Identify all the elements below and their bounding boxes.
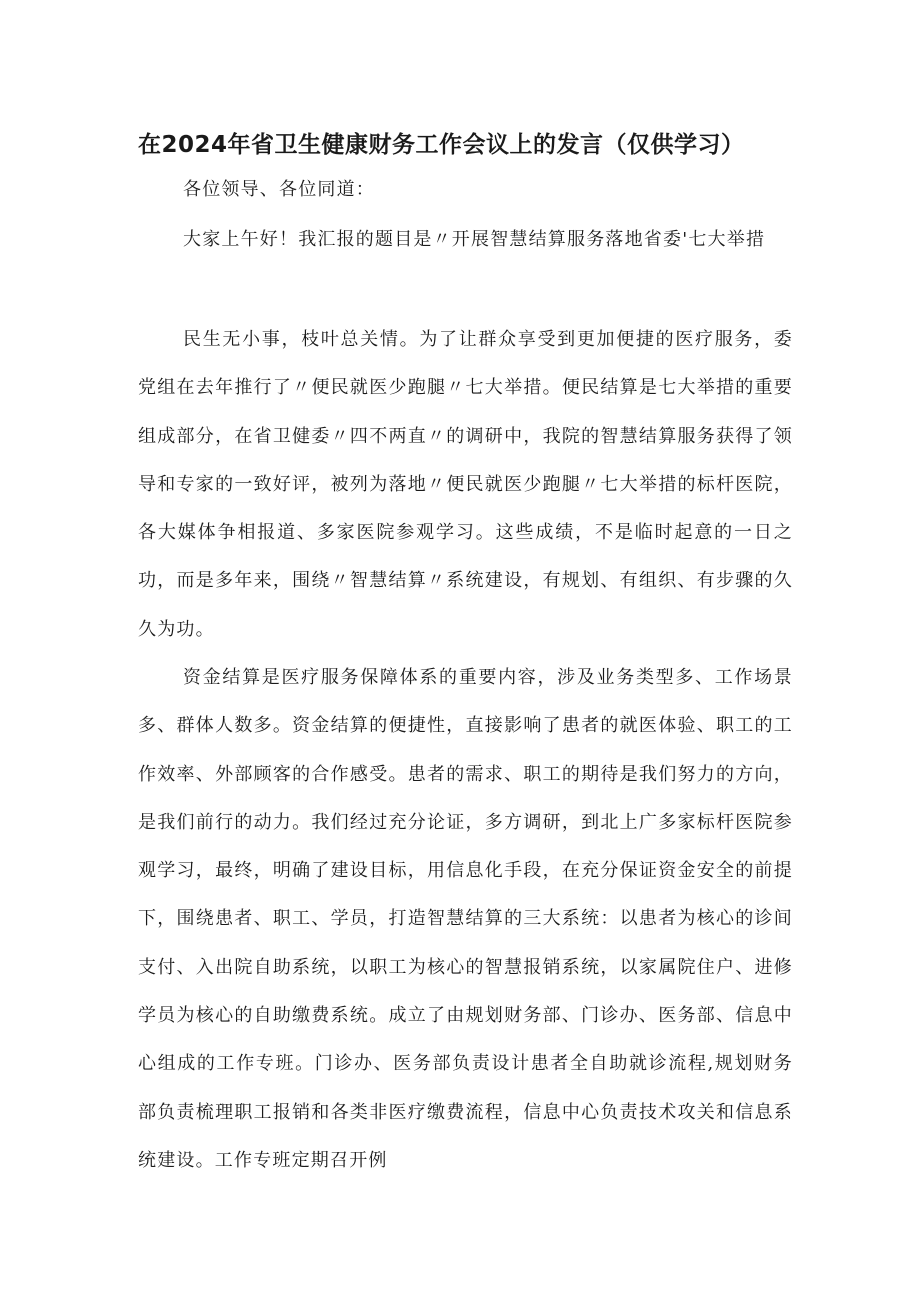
page-title: 在2024年省卫生健康财务工作会议上的发言（仅供学习） [138,132,745,158]
greeting: 各位领导、各位同道： [183,179,375,200]
paragraph-3: 资金结算是医疗服务保障体系的重要内容，涉及业务类型多、工作场景多、群体人数多。资金结算的便捷性，直接影响了患者的就医体验、职工的工作效率、外部顾客的合作感受。患者的需求、职工的期待是我们努力的方向，是我们前行的动力。我们经过充分论证，多方调研，到北上广多家标杆医院参观学习，最终，明确了建设目标，用信息化手段，在充分保证资金安全的前提下，围绕患者、职工、学员，打造智慧结算的三大系统：以患者为核心的诊间支付、入出院自助系统，以职工为核心的智慧报销系统，以家属院住户、进修学员为核心的自助缴费系统。成立了由规划财务部、门诊办、医务部、信息中心组成的工作专班。门诊办、医务部负责设计患者全自助就诊流程,规划财务部负责梳理职工报销和各类非医疗缴费流程，信息中心负责技术攻关和信息系统建设。工作专班定期召开例 [138,667,793,1171]
paragraph-1: 大家上午好！我汇报的题目是〃开展智慧结算服务落地省委'七大举措 [183,229,766,250]
paragraph-2: 民生无小事，枝叶总关情。为了让群众享受到更加便捷的医疗服务，委党组在去年推行了〃便民就医少跑腿〃七大举措。便民结算是七大举措的重要组成部分，在省卫健委〃四不两直〃的调研中，我院的智慧结算服务获得了领导和专家的一致好评，被列为落地〃便民就医少跑腿〃七大举措的标杆医院，各大媒体争相报道、多家医院参观学习。这些成绩，不是临时起意的一日之功，而是多年来，围绕〃智慧结算〃系统建设，有规划、有组织、有步骤的久久为功。 [138,329,793,640]
